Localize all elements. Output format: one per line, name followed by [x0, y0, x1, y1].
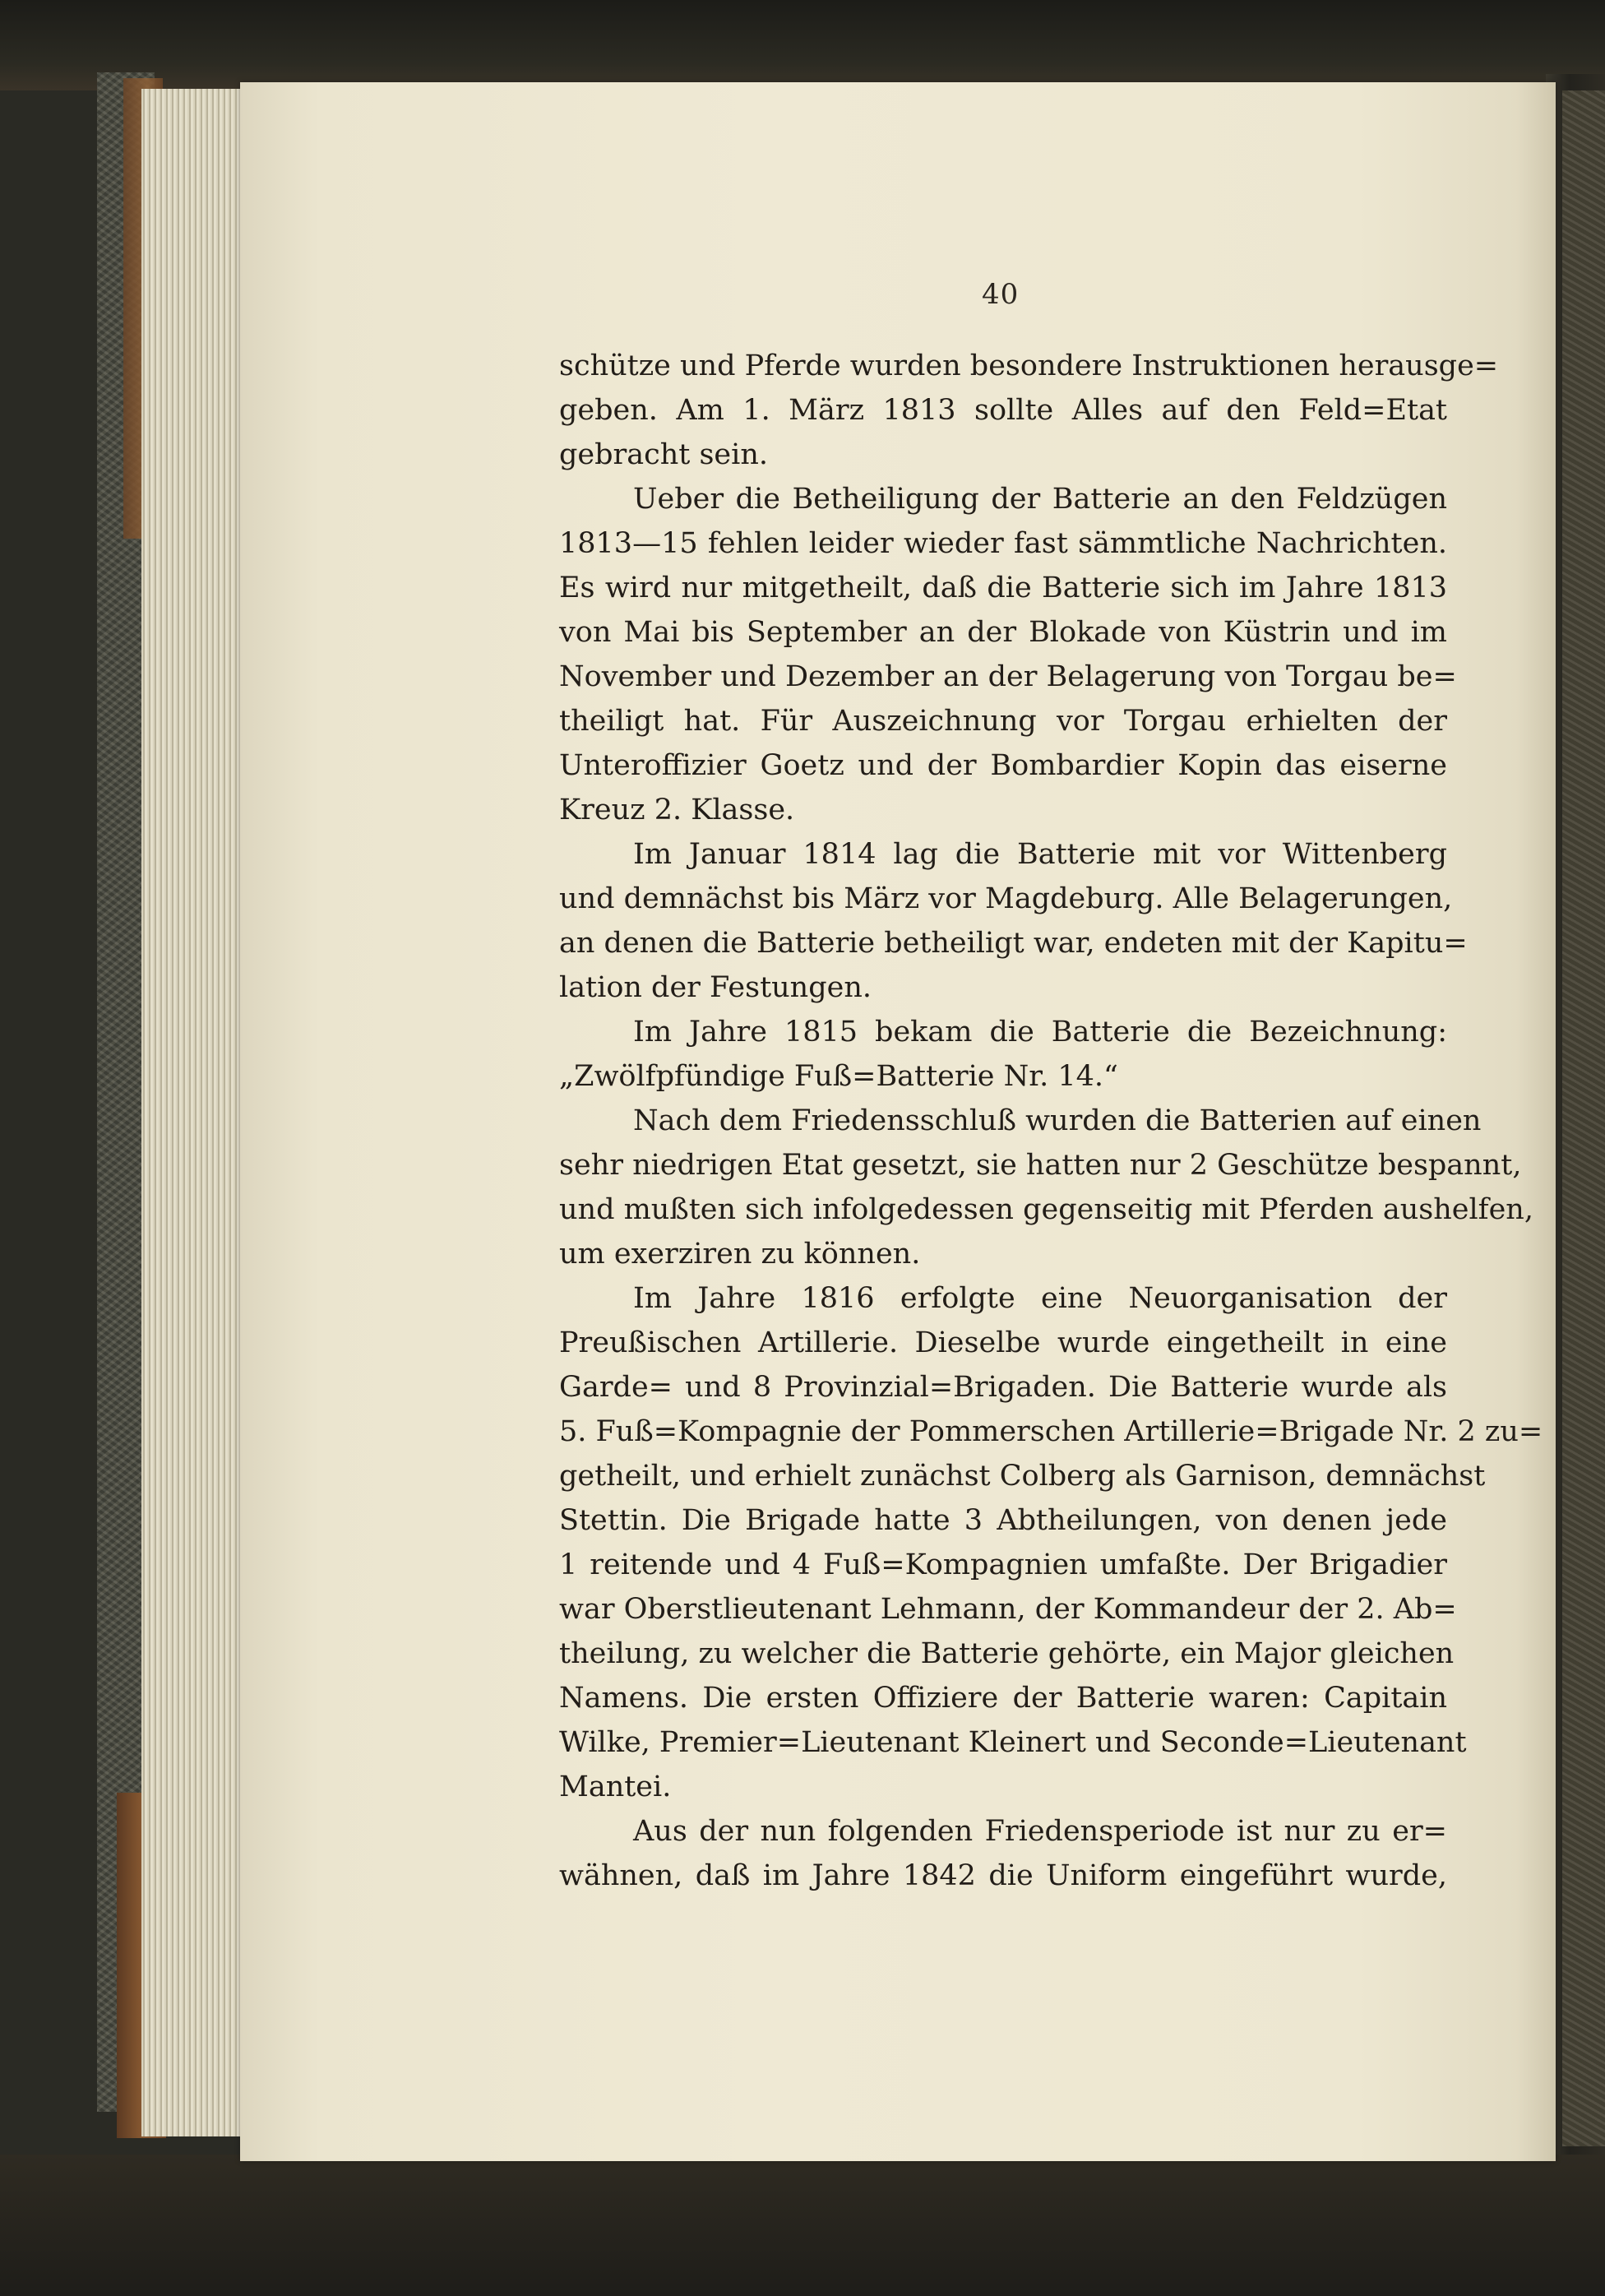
text-line: war Oberstlieutenant Lehmann, der Kommandeur der 2. Ab=: [559, 1593, 1457, 1626]
text-line: Preußischen Artillerie. Dieselbe wurde eingetheilt in eine: [559, 1326, 1447, 1359]
scan-background-bottom: [0, 2155, 1605, 2296]
text-line: Namens. Die ersten Offiziere der Batterie waren: Capitain: [559, 1682, 1447, 1715]
text-line: 5. Fuß=Kompagnie der Pommerschen Artillerie=Brigade Nr. 2 zu=: [559, 1415, 1543, 1448]
text-line: Kreuz 2. Klasse.: [559, 794, 795, 826]
text-line: Im Januar 1814 lag die Batterie mit vor Wittenberg: [633, 838, 1447, 871]
text-line: 1813—15 fehlen leider wieder fast sämmtliche Nachrichten.: [559, 527, 1447, 560]
text-line: wähnen, daß im Jahre 1842 die Uniform eingeführt wurde,: [559, 1859, 1447, 1892]
text-line: Stettin. Die Brigade hatte 3 Abtheilungen, von denen jede: [559, 1504, 1447, 1537]
text-line: gebracht sein.: [559, 438, 768, 471]
text-line: geben. Am 1. März 1813 sollte Alles auf den Feld=Etat: [559, 394, 1447, 427]
page-number: 40: [982, 278, 1020, 311]
text-line: Ueber die Betheiligung der Batterie an den Feldzügen: [633, 483, 1447, 516]
text-line: Es wird nur mitgetheilt, daß die Batterie sich im Jahre 1813: [559, 572, 1447, 604]
text-line: sehr niedrigen Etat gesetzt, sie hatten nur 2 Geschütze bespannt,: [559, 1149, 1522, 1182]
text-line: getheilt, und erhielt zunächst Colberg als Garnison, demnächst: [559, 1460, 1486, 1493]
text-line: theiligt hat. Für Auszeichnung vor Torgau erhielten der: [559, 705, 1447, 738]
text-line: November und Dezember an der Belagerung von Torgau be=: [559, 660, 1457, 693]
text-line: 1 reitende und 4 Fuß=Kompagnien umfaßte. Der Brigadier: [559, 1548, 1447, 1581]
text-line: und mußten sich infolgedessen gegenseitig mit Pferden aushelfen,: [559, 1193, 1533, 1226]
text-line: Garde= und 8 Provinzial=Brigaden. Die Batterie wurde als: [559, 1371, 1447, 1404]
text-line: theilung, zu welcher die Batterie gehörte, ein Major gleichen: [559, 1637, 1455, 1670]
text-line: Im Jahre 1815 bekam die Batterie die Bezeichnung:: [633, 1016, 1447, 1048]
text-line: Unteroffizier Goetz und der Bombardier Kopin das eiserne: [559, 749, 1447, 782]
text-line: um exerziren zu können.: [559, 1238, 921, 1271]
book-cover-right: [1562, 90, 1605, 2146]
text-line: und demnächst bis März vor Magdeburg. Alle Belagerungen,: [559, 882, 1453, 915]
text-line: von Mai bis September an der Blokade von Küstrin und im: [559, 616, 1447, 649]
text-line: Nach dem Friedensschluß wurden die Batterien auf einen: [633, 1104, 1482, 1137]
scan-background-top: [0, 0, 1605, 90]
text-line: schütze und Pferde wurden besondere Instruktionen herausge=: [559, 349, 1499, 382]
text-line: an denen die Batterie betheiligt war, endeten mit der Kapitu=: [559, 927, 1468, 960]
page-edge-stack: [141, 89, 248, 2136]
text-line: lation der Festungen.: [559, 971, 872, 1004]
text-line: Wilke, Premier=Lieutenant Kleinert und Seconde=Lieutenant: [559, 1726, 1467, 1759]
text-line: Mantei.: [559, 1771, 672, 1803]
text-line: Aus der nun folgenden Friedensperiode ist nur zu er=: [633, 1815, 1447, 1848]
text-line: Im Jahre 1816 erfolgte eine Neuorganisation der: [633, 1282, 1447, 1315]
text-line: „Zwölfpfündige Fuß=Batterie Nr. 14.“: [559, 1060, 1118, 1093]
